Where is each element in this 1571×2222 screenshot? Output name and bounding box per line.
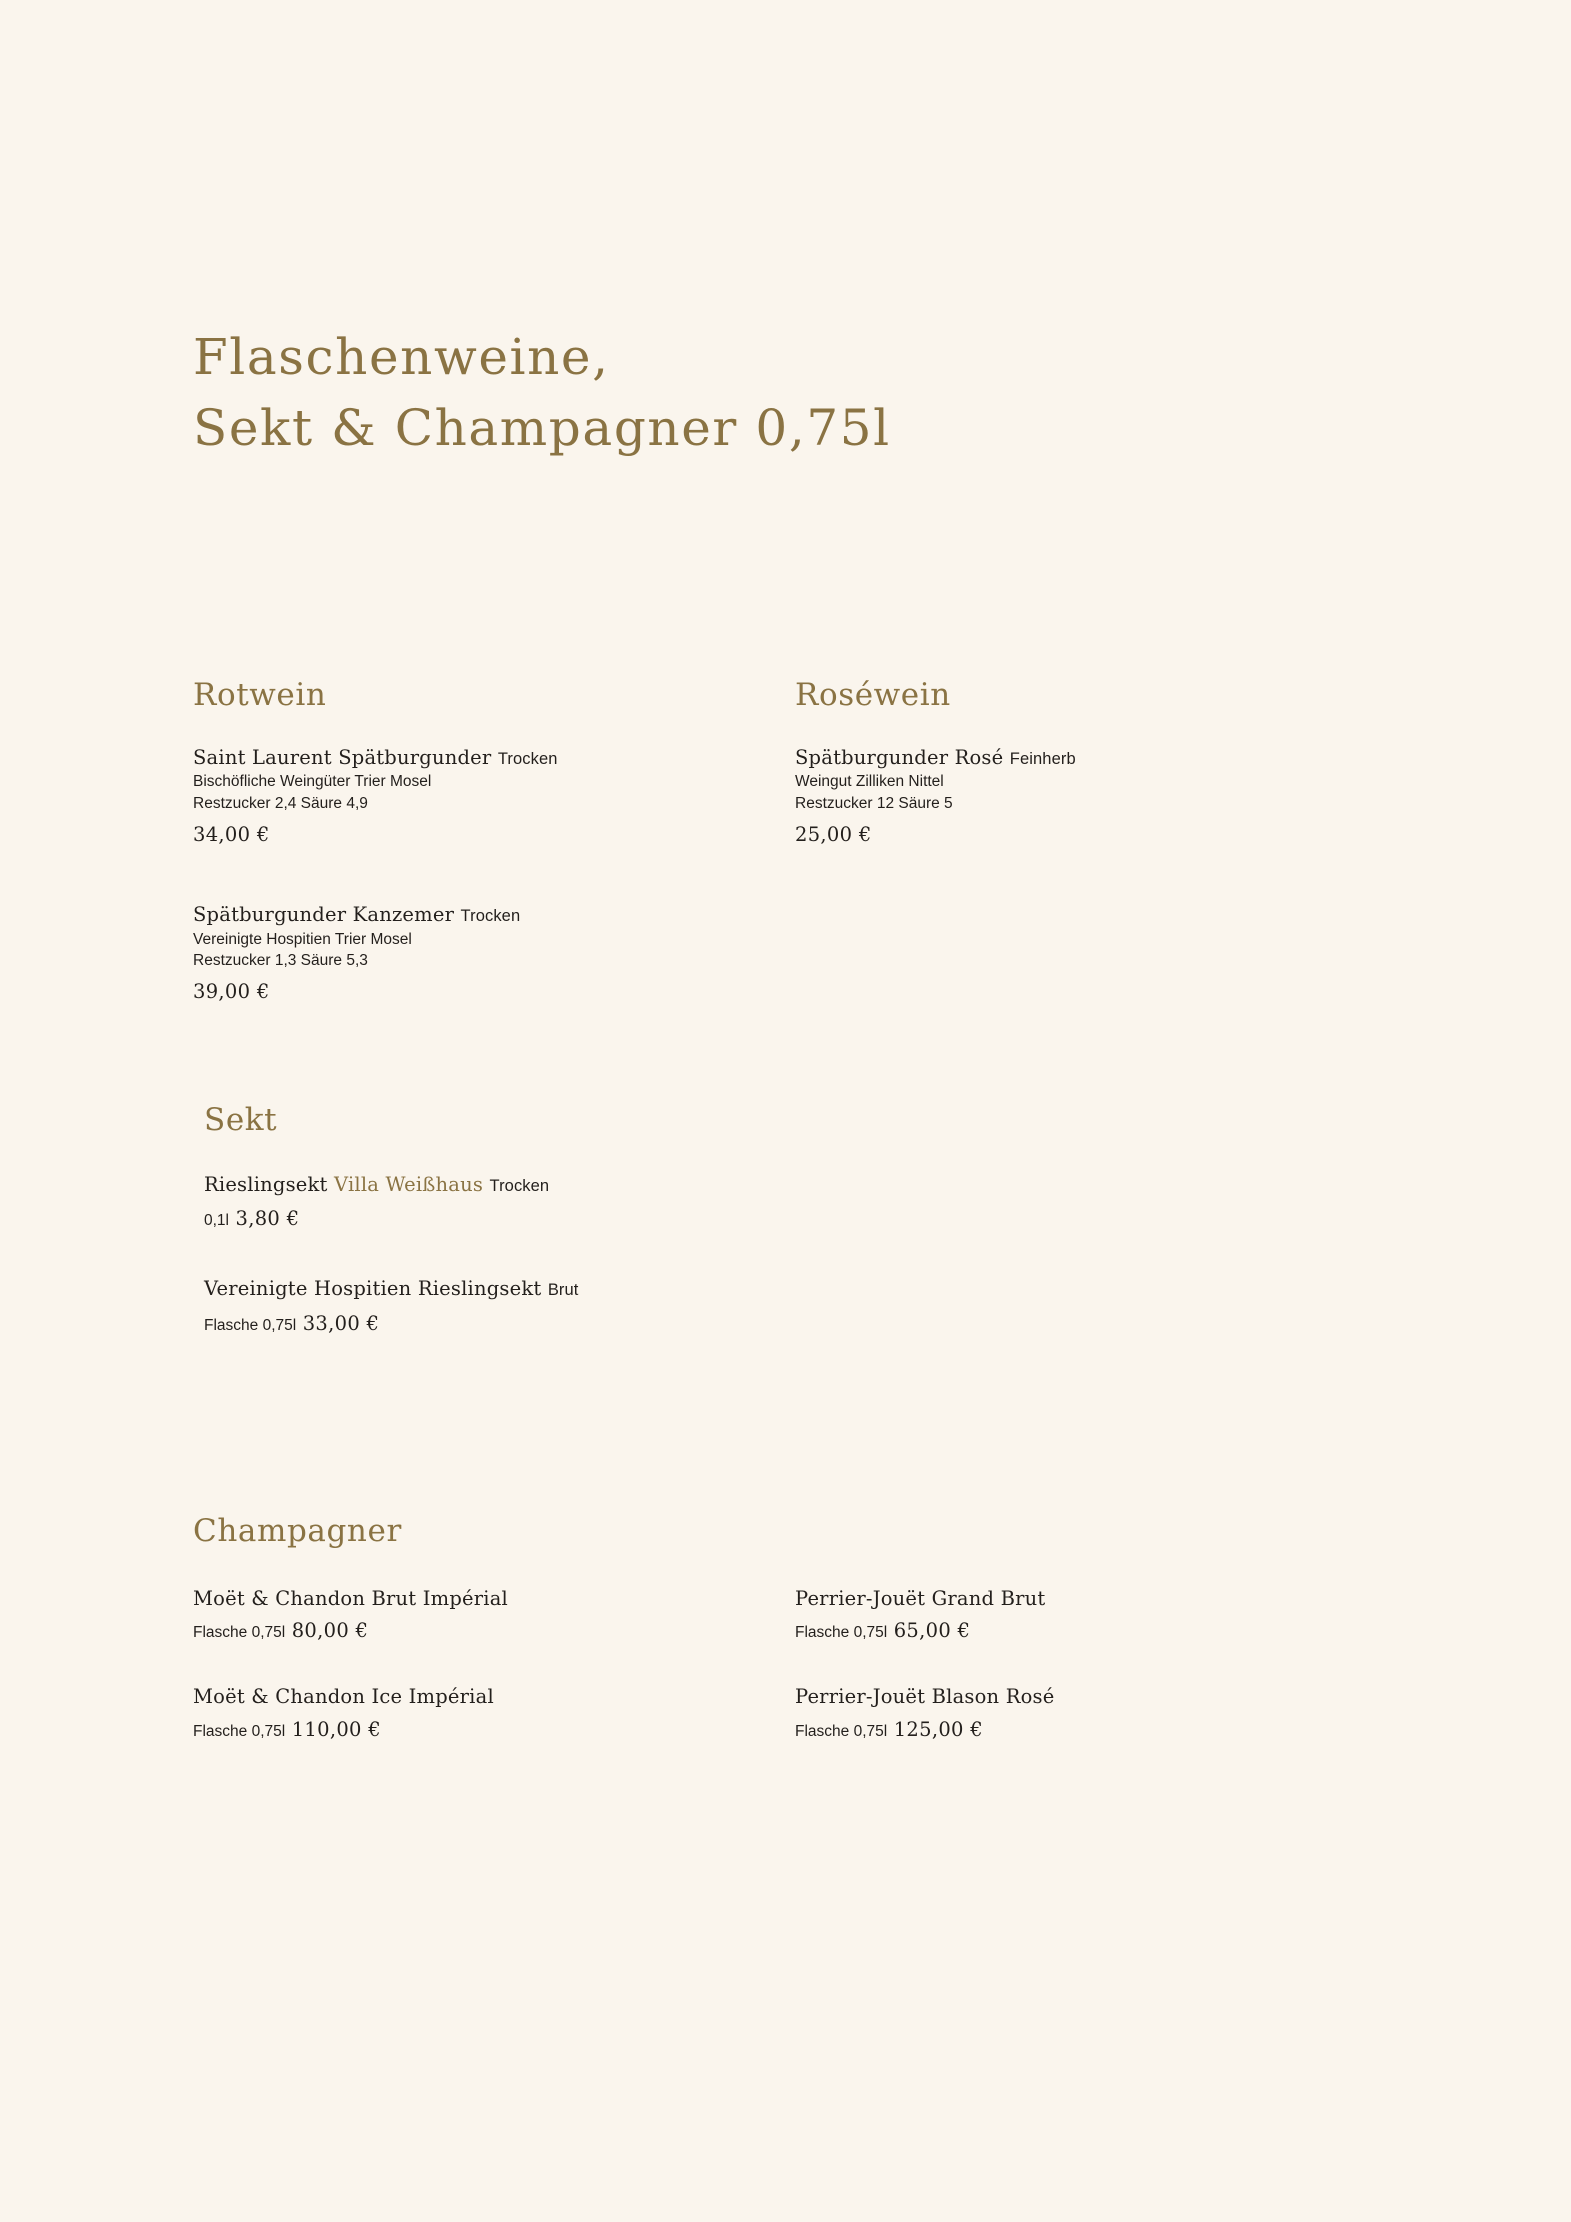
list-item [795, 1684, 1355, 1740]
section-heading-rotwein: Rotwein [193, 677, 327, 713]
wine-name-text: Vereinigte Hospitien Rieslingsekt [204, 1277, 542, 1301]
wine-unit: Flasche 0,75l [795, 1722, 888, 1740]
wine-analysis: Restzucker 12 Säure 5 [795, 794, 953, 812]
wine-unit: 0,1l [204, 1212, 229, 1230]
wine-qualifier: Trocken [489, 1177, 550, 1195]
page-title-line-1: Flaschenweine, [193, 328, 610, 386]
wine-price-value: 125,00 € [893, 1717, 983, 1741]
section-heading-champagner: Champagner [193, 1513, 402, 1549]
list-item [795, 1586, 1355, 1642]
wine-price-value: 3,80 € [235, 1207, 300, 1231]
wine-price: 25,00 € [795, 823, 872, 847]
list-item [193, 1586, 753, 1642]
wine-name [193, 902, 753, 928]
wine-price [795, 1718, 1355, 1741]
list-item [193, 1684, 753, 1740]
wine-price [795, 1619, 1355, 1642]
wine-analysis: Restzucker 2,4 Säure 4,9 [193, 794, 368, 812]
section-heading-rosewein: Roséwein [795, 677, 951, 713]
wine-qualifier: Trocken [497, 750, 558, 768]
wine-price-value: 33,00 € [302, 1311, 380, 1335]
section-heading-sekt: Sekt [204, 1102, 278, 1138]
wine-producer: Bischöfliche Weingüter Trier Mosel [193, 773, 432, 791]
wine-unit: Flasche 0,75l [193, 1722, 286, 1740]
wine-brand: Villa Weißhaus [334, 1173, 484, 1196]
list-item [204, 1172, 824, 1230]
page-title-line-2: Sekt & Champagner 0,75l [193, 399, 891, 457]
wine-qualifier: Brut [547, 1281, 579, 1300]
wine-price [193, 1619, 753, 1642]
wine-name: Moët & Chandon Brut Impérial [193, 1587, 508, 1610]
wine-price [193, 1718, 753, 1741]
wine-name: Perrier-Jouët Grand Brut [795, 1587, 1046, 1610]
list-item [204, 1276, 824, 1334]
wine-unit: Flasche 0,75l [795, 1624, 888, 1642]
wine-analysis: Restzucker 1,3 Säure 5,3 [193, 951, 368, 969]
wine-price [204, 1312, 824, 1335]
wine-price [204, 1207, 824, 1230]
page-title [193, 322, 1393, 464]
wine-name [795, 745, 1355, 771]
wine-name [204, 1172, 824, 1198]
wine-price: 34,00 € [193, 823, 270, 847]
wine-price-value: 110,00 € [291, 1717, 381, 1741]
wine-producer: Weingut Zilliken Nittel [795, 773, 944, 791]
wine-price: 39,00 € [193, 980, 270, 1004]
list-item [193, 745, 753, 846]
wine-name [204, 1276, 824, 1302]
rosewein-list [795, 745, 1355, 846]
champagner-list-left [193, 1586, 753, 1741]
wine-name-text: Saint Laurent Spätburgunder [193, 746, 492, 769]
wine-qualifier: Feinherb [1009, 750, 1076, 768]
list-item [795, 745, 1355, 846]
wine-name-text: Spätburgunder Kanzemer [193, 903, 455, 927]
list-item [193, 902, 753, 1003]
wine-name-text: Spätburgunder Rosé [795, 746, 1004, 769]
wine-qualifier: Trocken [460, 907, 521, 926]
wine-unit: Flasche 0,75l [204, 1316, 297, 1334]
rotwein-list [193, 745, 753, 1003]
wine-name: Perrier-Jouët Blason Rosé [795, 1685, 1055, 1709]
wine-price-value: 65,00 € [893, 1619, 971, 1643]
wine-name-text: Rieslingsekt [204, 1173, 328, 1196]
wine-name [193, 745, 753, 771]
wine-producer: Vereinigte Hospitien Trier Mosel [193, 930, 412, 948]
champagner-list-right [795, 1586, 1355, 1741]
wine-unit: Flasche 0,75l [193, 1624, 286, 1642]
wine-price-value: 80,00 € [291, 1619, 369, 1643]
sekt-list [204, 1172, 824, 1335]
wine-name: Moët & Chandon Ice Impérial [193, 1685, 494, 1709]
